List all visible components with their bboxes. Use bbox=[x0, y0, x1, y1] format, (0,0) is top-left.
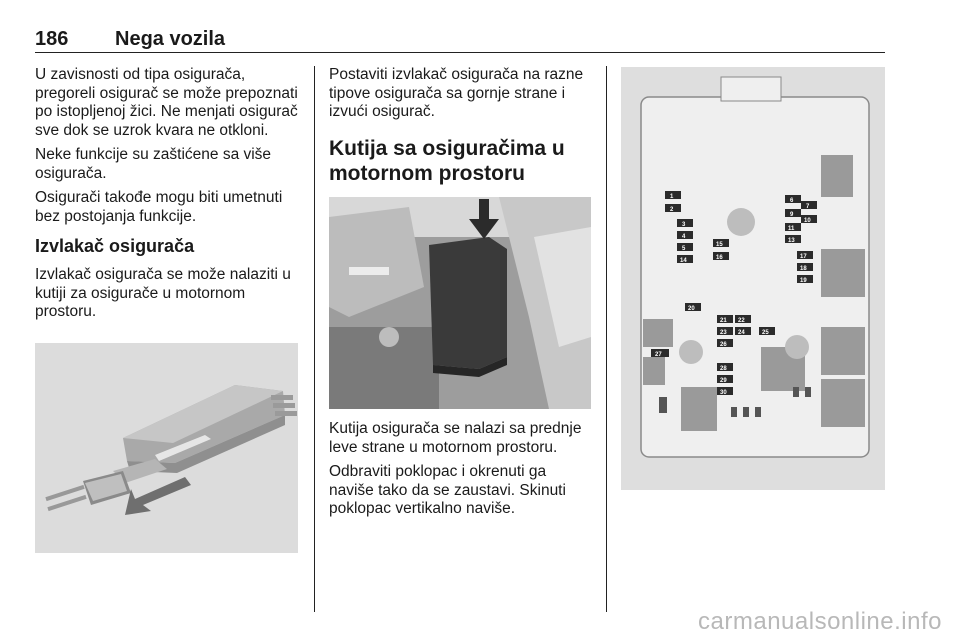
paragraph-extractor-usage: Postaviti izvlakač osigurača na razne tipove osigurača sa gornje strane i izvući osigurač. bbox=[329, 66, 584, 120]
paragraph-fuses-without-function: Osigurači takođe mogu biti umetnuti bez postojanja funkcije. bbox=[35, 189, 283, 225]
fuse-label-7: 7 bbox=[806, 204, 810, 210]
fuse-label-4: 4 bbox=[682, 234, 686, 240]
fuse-label-22: 22 bbox=[738, 318, 745, 324]
fuse-label-29: 29 bbox=[720, 378, 727, 384]
fuse-label-15: 15 bbox=[716, 242, 723, 248]
fuse-label-27: 27 bbox=[655, 352, 662, 358]
fuse-label-3: 3 bbox=[682, 222, 686, 228]
paragraph-remove-cover: Odbraviti poklopac i okrenuti ga naviše tako da se zaustavi. Skinuti poklopac vertikalno naviše. bbox=[329, 463, 566, 517]
fuse-label-13: 13 bbox=[788, 238, 795, 244]
watermark: carmanualsonline.info bbox=[698, 608, 942, 635]
fuse-label-21: 21 bbox=[720, 318, 727, 324]
fuse-label-26: 26 bbox=[720, 342, 727, 348]
middle-column-lower bbox=[329, 420, 595, 525]
fuse-label-16: 16 bbox=[716, 255, 723, 261]
fuse-label-25: 25 bbox=[762, 330, 769, 336]
page-title: Nega vozila bbox=[115, 28, 226, 50]
fuse-label-24: 24 bbox=[738, 330, 745, 336]
fuse-label-23: 23 bbox=[720, 330, 727, 336]
subheading-fuse-extractor: Izvlakač osigurača bbox=[35, 236, 195, 256]
fuse-box-diagram bbox=[621, 67, 885, 490]
fuse-label-6: 6 bbox=[790, 198, 794, 204]
paragraph-multiple-fuses: Neke funkcije su zaštićene sa više osigurača. bbox=[35, 146, 272, 182]
fuse-label-17: 17 bbox=[800, 254, 807, 260]
left-column bbox=[35, 66, 301, 328]
heading-engine-fuse-box: Kutija sa osiguračima u motornom prostoru bbox=[329, 136, 565, 185]
fuse-label-18: 18 bbox=[800, 266, 807, 272]
paragraph-fuse-recognition: U zavisnosti od tipa osigurača, pregoreli osigurač se može prepoznati po istopljenoj žici. Ne menjati osigurač sve dok se uzrok kvara ne otkloni. bbox=[35, 66, 298, 139]
paragraph-fuse-box-location: Kutija osigurača se nalazi sa prednje leve strane u motornom prostoru. bbox=[329, 420, 582, 456]
fuse-extractor-illustration bbox=[35, 343, 298, 553]
fuse-label-10: 10 bbox=[804, 218, 811, 224]
fuse-label-9: 9 bbox=[790, 212, 794, 218]
middle-column bbox=[329, 66, 595, 200]
fuse-label-20: 20 bbox=[688, 306, 695, 312]
fuse-label-5: 5 bbox=[682, 246, 686, 252]
fuse-label-30: 30 bbox=[720, 390, 727, 396]
fuse-label-19: 19 bbox=[800, 278, 807, 284]
fuse-label-2: 2 bbox=[670, 207, 674, 213]
fuse-label-11: 11 bbox=[788, 226, 795, 232]
page-number: 186 bbox=[35, 28, 69, 50]
column-divider-1 bbox=[314, 66, 315, 612]
engine-compartment-photo bbox=[329, 197, 591, 409]
fuse-label-1: 1 bbox=[670, 194, 674, 200]
paragraph-fuse-extractor-location: Izvlakač osigurača se može nalaziti u kutiji za osigurače u motornom prostoru. bbox=[35, 266, 291, 320]
page-header bbox=[35, 28, 885, 53]
fuse-label-28: 28 bbox=[720, 366, 727, 372]
fuse-label-14: 14 bbox=[680, 258, 687, 264]
column-divider-2 bbox=[606, 66, 607, 612]
